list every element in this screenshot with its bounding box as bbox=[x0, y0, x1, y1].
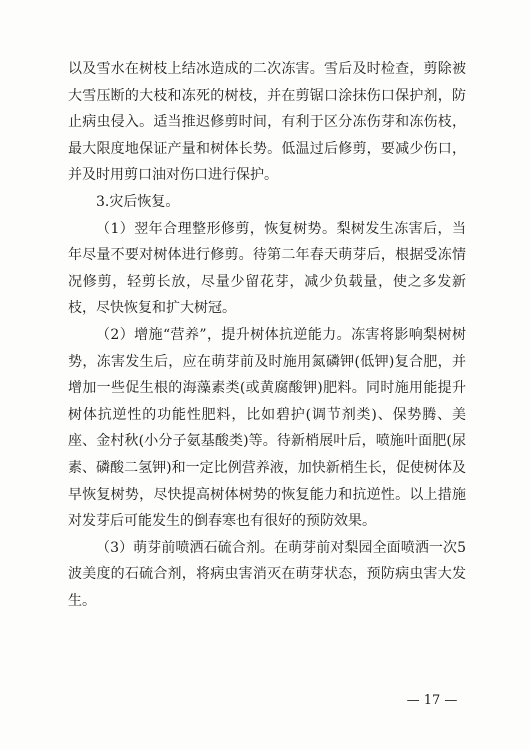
paragraph-lime-sulfur: （3）萌芽前喷洒石硫合剂。在萌芽前对梨园全面喷洒一次5波美度的石硫合剂，将病虫害消灭在萌芽状态，预防病虫害大发生。 bbox=[68, 539, 466, 609]
page-number: — 17 — bbox=[406, 693, 458, 708]
paragraph-nutrition: （2）增施“营养”，提升树体抗逆能力。冻害将影响梨树树势，冻害发生后，应在萌芽前及时施用氮磷钾(低钾)复合肥，并增加一些促生根的海藻素类(或黄腐酸钾)肥料。同时施用能提升树体抗逆性的功能性肥料，比如碧护(调节剂类)、保势腾、美座、金村秋(小分子氨基酸类)等。待新梢展叶后，喷施叶面肥(尿素、磷酸二氢钾)和一定比例营养液，加快新梢生长，促使树体及早恢复树势，尽快提高树体树势的恢复能力和抗逆性。以上措施对发芽后可能发生的倒春寒也有很好的预防效果。 bbox=[68, 326, 466, 530]
section-heading-disaster-recovery: 3.灾后恢复。 bbox=[96, 193, 180, 210]
paragraph-pruning: （1）翌年合理整形修剪，恢复树势。梨树发生冻害后，当年尽量不要对树体进行修剪。待第二年春天萌芽后，根据受冻情况修剪，轻剪长放，尽量少留花芽，减少负载量，使之多发新枝，尽快恢复和扩大树冠。 bbox=[68, 220, 466, 317]
document-body bbox=[68, 56, 466, 614]
paragraph-continued: 以及雪水在树枝上结冰造成的二次冻害。雪后及时检查，剪除被大雪压断的大枝和冻死的树枝，并在剪锯口涂抹伤口保护剂，防止病虫侵入。适当推迟修剪时间，有利于区分冻伤芽和冻伤枝，最大限度地保证产量和树体长势。低温过后修剪，要减少伤口，并及时用剪口油对伤口进行保护。 bbox=[68, 61, 466, 184]
